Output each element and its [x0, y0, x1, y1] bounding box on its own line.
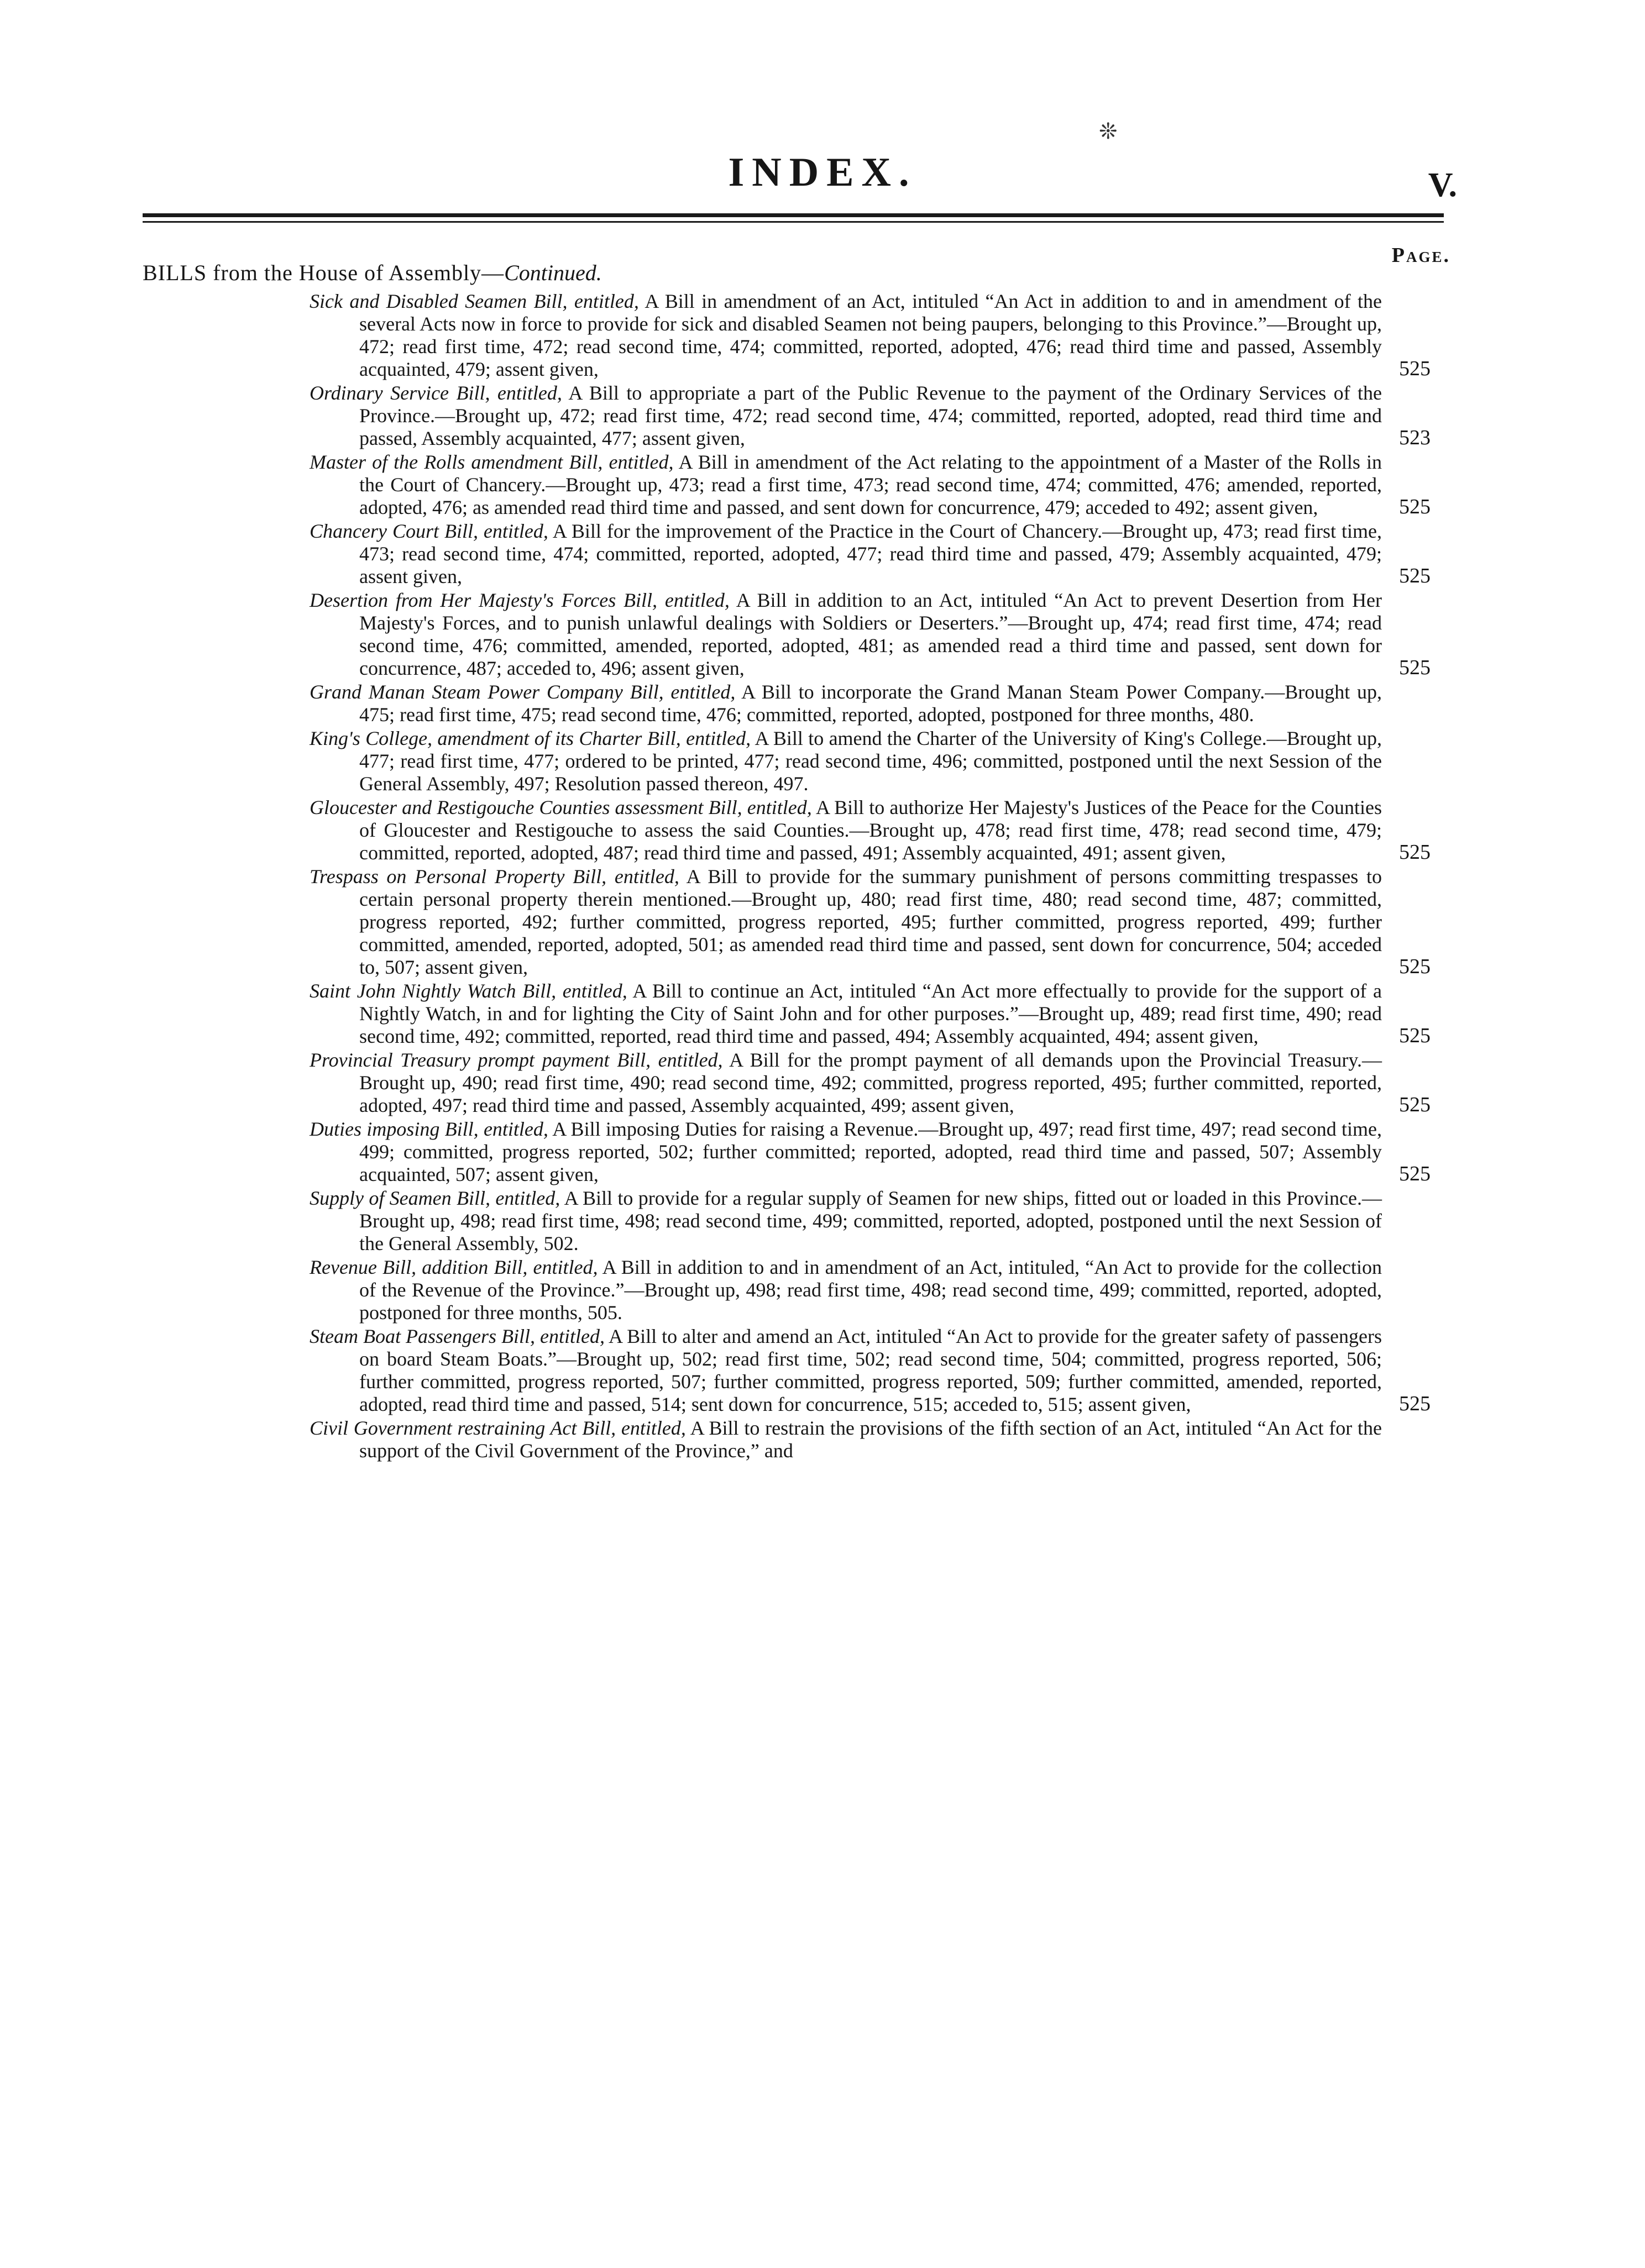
entry-body: A Bill to authorize Her Majesty's Justices of the Peace for the Counties of Gloucester and Restigouche to assess the said Counties.—Brought up, 478; read first time, 478; read second time, 479; committed, reported, adopted, 487; read third time and passed, 491; Assembly acquainted, 491; assent given,	[359, 796, 1382, 864]
entry-body: A Bill to continue an Act, intituled “An Act more effectually to provide for the support of a Nightly Watch, in and for lighting the City of Saint John and for other purposes.”—Brought up, 489; read first time, 490; read second time, 492; committed, reported, read third time and passed, 494; Assembly acquainted, 494; assent given,	[359, 980, 1382, 1047]
section-heading-text: BILLS from the House of Assembly—	[143, 260, 505, 285]
entry-title: Sick and Disabled Seamen Bill, entitled,	[310, 290, 639, 312]
entry-title: King's College, amendment of its Charter Bill, entitled,	[310, 727, 751, 749]
page-reference: 523	[1399, 426, 1431, 449]
entry-title: Supply of Seamen Bill, entitled,	[310, 1187, 560, 1209]
page-reference: 525	[1399, 564, 1431, 587]
header-rule	[143, 213, 1444, 217]
index-entry	[310, 796, 1382, 864]
index-entry	[310, 727, 1382, 795]
entry-title: Ordinary Service Bill, entitled,	[310, 382, 562, 404]
entry-body: A Bill for the improvement of the Practice in the Court of Chancery.—Brought up, 473; read first time, 473; read second time, 474; committed, reported, adopted, 477; read third time and passed, 479; Assembly acquainted, 479; assent given,	[359, 520, 1382, 587]
page-reference: 525	[1399, 1162, 1431, 1185]
page-column-label: Page.	[1391, 244, 1450, 267]
entry-title: Gloucester and Restigouche Counties assessment Bill, entitled,	[310, 796, 812, 818]
header-rule-thin	[143, 221, 1444, 223]
entry-title: Trespass on Personal Property Bill, entitled,	[310, 865, 679, 888]
entry-body: A Bill to provide for a regular supply of Seamen for new ships, fitted out or loaded in this Province.—Brought up, 498; read first time, 498; read second time, 499; committed, reported, adopted, postponed until the next Session of the General Assembly, 502.	[359, 1187, 1382, 1254]
index-entry	[310, 1049, 1382, 1117]
entry-body: A Bill to incorporate the Grand Manan Steam Power Company.—Brought up, 475; read first time, 475; read second time, 476; committed, reported, adopted, postponed for three months, 480.	[359, 681, 1382, 726]
index-entry	[310, 865, 1382, 979]
page-reference: 525	[1399, 841, 1431, 864]
entry-body: A Bill to provide for the summary punishment of persons committing trespasses to certain personal property therein mentioned.—Brought up, 480; read first time, 480; read second time, 487; committed, progress reported, 492; further committed, progress reported, 495; further committed, progress reported, 499; further committed, amended, reported, adopted, 501; as amended read third time and passed, sent down for concurrence, 504; acceded to, 507; assent given,	[359, 865, 1382, 978]
entry-body: A Bill for the prompt payment of all demands upon the Provincial Treasury.—Brought up, 490; read first time, 490; read second time, 492; committed, progress reported, 495; further committed, reported, adopted, 497; read third time and passed, Assembly acquainted, 499; assent given,	[359, 1049, 1382, 1116]
ornament-icon: ❊	[1099, 119, 1118, 144]
entry-title: Saint John Nightly Watch Bill, entitled,	[310, 980, 627, 1002]
index-entry	[310, 980, 1382, 1048]
entry-title: Duties imposing Bill, entitled,	[310, 1118, 548, 1140]
entry-body: A Bill in addition to and in amendment of an Act, intituled, “An Act to provide for the collection of the Revenue of the Province.”—Brought up, 498; read first time, 498; read second time, 499; committed, reported, adopted, postponed for three months, 505.	[359, 1256, 1382, 1324]
entry-title: Master of the Rolls amendment Bill, entitled,	[310, 451, 674, 473]
entry-body: A Bill to appropriate a part of the Public Revenue to the payment of the Ordinary Services of the Province.—Brought up, 472; read first time, 472; read second time, 474; committed, reported, adopted, read third time and passed, Assembly acquainted, 477; assent given,	[359, 382, 1382, 449]
page-reference: 525	[1399, 656, 1431, 679]
index-entry	[310, 589, 1382, 680]
index-entry	[310, 382, 1382, 450]
page-reference: 525	[1399, 495, 1431, 518]
page-number: V.	[1428, 166, 1457, 204]
page-reference: 525	[1399, 955, 1431, 978]
section-heading	[143, 260, 602, 286]
entry-body: A Bill in addition to an Act, intituled “An Act to prevent Desertion from Her Majesty's Forces, and to punish unlawful dealings with Soldiers or Deserters.”—Brought up, 474; read first time, 474; read second time, 476; committed, amended, reported, adopted, 481; as amended read a third time and passed, sent down for concurrence, 487; acceded to, 496; assent given,	[359, 589, 1382, 679]
index-entry	[310, 1187, 1382, 1255]
page-reference: 525	[1399, 357, 1431, 380]
entry-body: A Bill imposing Duties for raising a Revenue.—Brought up, 497; read first time, 497; read second time, 499; committed, progress reported, 502; further committed; reported, adopted, read third time and passed, 507; Assembly acquainted, 507; assent given,	[359, 1118, 1382, 1185]
index-entry	[310, 1417, 1382, 1462]
index-entry	[310, 520, 1382, 588]
entry-body: A Bill in amendment of an Act, intituled “An Act in addition to and in amendment of the several Acts now in force to provide for sick and disabled Seamen not being paupers, belonging to this Province.”—Brought up, 472; read first time, 472; read second time, 474; committed, reported, adopted, 476; read third time and passed, Assembly acquainted, 479; assent given,	[359, 290, 1382, 380]
index-entry	[310, 1256, 1382, 1324]
entry-title: Steam Boat Passengers Bill, entitled,	[310, 1325, 605, 1347]
section-continued: Continued.	[504, 260, 602, 285]
entry-body: A Bill to restrain the provisions of the fifth section of an Act, intituled “An Act for the support of the Civil Government of the Province,” and	[359, 1417, 1382, 1462]
page-reference: 525	[1399, 1024, 1431, 1047]
index-entry	[310, 1118, 1382, 1186]
entry-title: Chancery Court Bill, entitled,	[310, 520, 548, 542]
entry-body: A Bill in amendment of the Act relating to the appointment of a Master of the Rolls in the Court of Chancery.—Brought up, 473; read a first time, 473; read second time, 474; committed, 476; amended, reported, adopted, 476; as amended read third time and passed, and sent down for concurrence, 479; acceded to 492; assent given,	[359, 451, 1382, 518]
entry-body: A Bill to alter and amend an Act, intituled “An Act to provide for the greater safety of passengers on board Steam Boats.”—Brought up, 502; read first time, 502; read second time, 504; committed, progress reported, 506; further committed, progress reported, 507; further committed, progress reported, 509; further committed, amended, reported, adopted, read third time and passed, 514; sent down for concurrence, 515; acceded to, 515; assent given,	[359, 1325, 1382, 1415]
index-entries	[310, 290, 1382, 1463]
running-title: INDEX.	[728, 150, 917, 195]
page-reference: 525	[1399, 1093, 1431, 1116]
entry-title: Grand Manan Steam Power Company Bill, entitled,	[310, 681, 736, 703]
entry-title: Civil Government restraining Act Bill, entitled,	[310, 1417, 686, 1439]
page-reference: 525	[1399, 1392, 1431, 1415]
index-entry	[310, 451, 1382, 519]
index-entry	[310, 681, 1382, 726]
index-entry	[310, 290, 1382, 381]
index-entry	[310, 1325, 1382, 1416]
entry-title: Provincial Treasury prompt payment Bill, entitled,	[310, 1049, 723, 1071]
entry-title: Desertion from Her Majesty's Forces Bill, entitled,	[310, 589, 730, 611]
entry-title: Revenue Bill, addition Bill, entitled,	[310, 1256, 598, 1278]
entry-body: A Bill to amend the Charter of the University of King's College.—Brought up, 477; read first time, 477; ordered to be printed, 477; read second time, 496; committed, postponed until the next Session of the General Assembly, 497; Resolution passed thereon, 497.	[359, 727, 1382, 795]
